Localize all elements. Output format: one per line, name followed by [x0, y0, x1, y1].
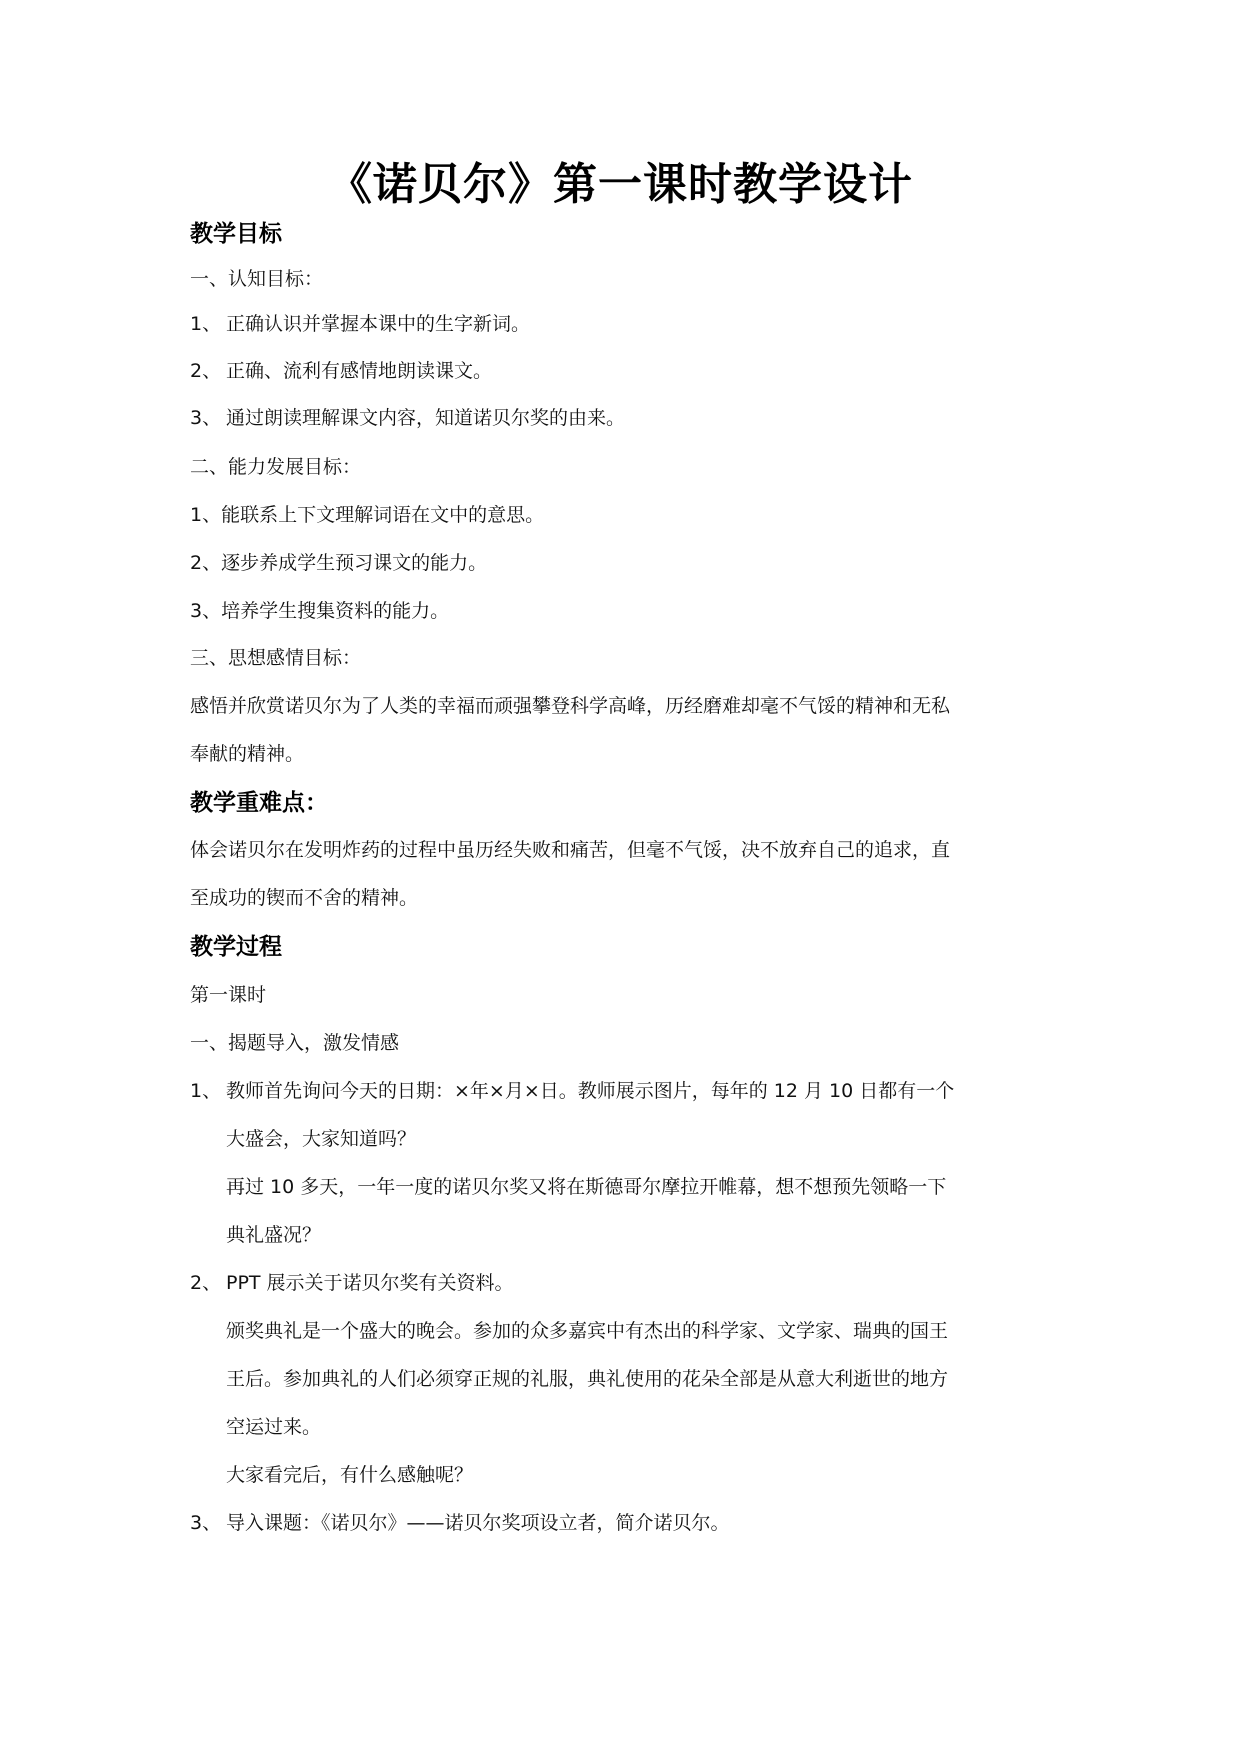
item-number: 3、 [190, 1512, 222, 1534]
cognitive-goals-heading: 一、认知目标： [190, 268, 324, 290]
emotion-paragraph-line: 奉献的精神。 [190, 743, 305, 765]
item-number: 1、 [190, 313, 222, 335]
ability-item: 2、逐步养成学生预习课文的能力。 [190, 552, 488, 574]
key-points-line: 至成功的锲而不舍的精神。 [190, 887, 419, 909]
step-item-line: 颁奖典礼是一个盛大的晚会。参加的众多嘉宾中有杰出的科学家、文学家、瑞典的国王 [226, 1320, 949, 1342]
step-item-line: 大家看完后，有什么感触呢？ [226, 1464, 474, 1486]
emotion-paragraph-line: 感悟并欣赏诺贝尔为了人类的幸福而顽强攀登科学高峰，历经磨难却毫不气馁的精神和无私 [190, 695, 951, 717]
document-title: 《诺贝尔》第一课时教学设计 [328, 159, 913, 210]
cognitive-item [190, 403, 221, 433]
lesson-label: 第一课时 [190, 984, 267, 1006]
cognitive-item [190, 356, 221, 386]
cognitive-item-text: 通过朗读理解课文内容，知道诺贝尔奖的由来。 [226, 407, 626, 429]
step-heading: 一、揭题导入，激发情感 [190, 1032, 400, 1054]
item-number: 2、 [190, 360, 222, 382]
section-heading-key-points: 教学重难点： [190, 790, 328, 816]
cognitive-item [190, 309, 221, 339]
step-item-line: 导入课题：《诺贝尔》——诺贝尔奖项设立者，简介诺贝尔。 [226, 1512, 730, 1534]
key-points-line: 体会诺贝尔在发明炸药的过程中虽历经失败和痛苦，但毫不气馁，决不放弃自己的追求，直 [190, 839, 951, 861]
step-item-line: 教师首先询问今天的日期：×年×月×日。教师展示图片，每年的 12 月 10 日都有一个 [226, 1080, 955, 1102]
ability-item: 3、培养学生搜集资料的能力。 [190, 600, 450, 622]
item-number: 3、 [190, 407, 222, 429]
step-item-line: 大盛会，大家知道吗？ [226, 1128, 417, 1150]
emotion-goals-heading: 三、思想感情目标： [190, 647, 362, 669]
item-number: 2、 [190, 1272, 222, 1294]
step-item-line: PPT 展示关于诺贝尔奖有关资料。 [226, 1272, 514, 1294]
cognitive-item-text: 正确、流利有感情地朗读课文。 [226, 360, 493, 382]
step-item-line: 典礼盛况？ [226, 1224, 322, 1246]
section-heading-process: 教学过程 [190, 934, 282, 960]
step-item-line: 王后。参加典礼的人们必须穿正规的礼服，典礼使用的花朵全部是从意大利逝世的地方 [226, 1368, 949, 1390]
step-item-line: 再过 10 多天，一年一度的诺贝尔奖又将在斯德哥尔摩拉开帷幕，想不想预先领略一下 [226, 1176, 947, 1198]
ability-item: 1、能联系上下文理解词语在文中的意思。 [190, 504, 545, 526]
step-item-line: 空运过来。 [226, 1416, 322, 1438]
ability-goals-heading: 二、能力发展目标： [190, 456, 362, 478]
cognitive-item-text: 正确认识并掌握本课中的生字新词。 [226, 313, 531, 335]
section-heading-goals: 教学目标 [190, 221, 282, 247]
item-number: 1、 [190, 1080, 222, 1102]
